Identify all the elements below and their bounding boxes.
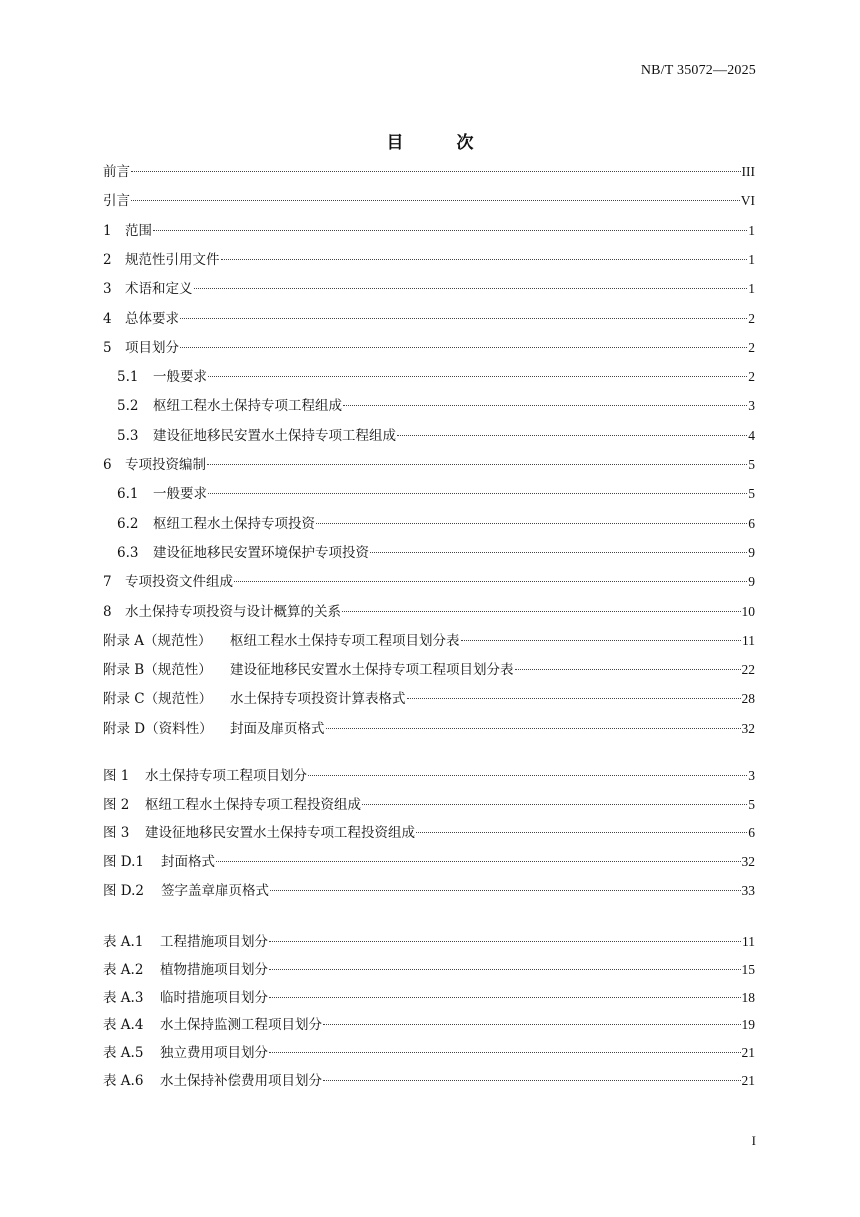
entry-page: 5 [748, 486, 755, 502]
dot-leader [180, 318, 747, 319]
entry-label: 建设征地移民安置环境保护专项投资 [153, 544, 369, 561]
entry-page: 19 [741, 1017, 755, 1033]
entry-page: 6 [748, 515, 755, 531]
dot-leader [308, 775, 747, 776]
entry-number: 图 3 [103, 825, 130, 842]
entry-page: 28 [741, 691, 755, 707]
entry-label: 独立费用项目划分 [160, 1045, 268, 1062]
dot-leader [362, 804, 747, 805]
entry-label: 工程措施项目划分 [160, 934, 268, 950]
entry-page: 2 [748, 310, 755, 326]
entry-label: 术语和定义 [125, 281, 193, 298]
entry-number: 3 [103, 281, 112, 298]
dot-leader [131, 171, 741, 172]
toc-entry[interactable] [103, 191, 755, 211]
entry-page: 11 [742, 934, 755, 949]
dot-leader [234, 581, 747, 582]
toc-entry[interactable] [103, 572, 755, 592]
entry-label: 枢纽工程水土保持专项投资 [153, 515, 315, 532]
toc-entry[interactable] [103, 719, 755, 739]
entry-label: 枢纽工程水土保持专项工程投资组成 [145, 796, 361, 813]
entry-label: 水土保持专项投资与设计概算的关系 [125, 603, 341, 620]
entry-label: 一般要求 [153, 486, 207, 503]
entry-number: 附录 B（规范性） [103, 662, 212, 679]
entry-number: 附录 A（规范性） [103, 632, 212, 649]
entry-number: 5 [103, 339, 112, 356]
entry-label: 建设征地移民安置水土保持专项工程项目划分表 [230, 662, 514, 679]
entry-page: 32 [741, 854, 755, 870]
entry-label: 枢纽工程水土保持专项工程项目划分表 [230, 632, 460, 649]
entry-page: 2 [748, 369, 755, 385]
page-title: 目 次 [386, 133, 492, 153]
entry-label: 一般要求 [153, 369, 207, 386]
entry-page: 1 [748, 222, 755, 238]
entry-label: 专项投资文件组成 [125, 574, 233, 591]
toc-entry[interactable] [103, 689, 755, 709]
entry-page: 9 [748, 544, 755, 560]
table-entry[interactable] [103, 988, 755, 1008]
entry-number: 6.1 [117, 486, 139, 503]
entry-number: 表 A.5 [103, 1045, 144, 1062]
toc-entry[interactable] [103, 162, 755, 182]
entry-number: 6.2 [117, 515, 139, 532]
dot-leader [326, 728, 741, 729]
entry-label: 前言 [103, 164, 130, 180]
entry-page: 33 [741, 882, 755, 898]
toc-entry[interactable] [117, 426, 755, 446]
table-entry[interactable] [103, 932, 755, 952]
entry-number: 附录 C（规范性） [103, 691, 213, 708]
entry-number: 表 A.6 [103, 1073, 144, 1089]
toc-entry[interactable] [117, 396, 755, 416]
dot-leader [269, 941, 741, 942]
entry-number: 表 A.1 [103, 934, 144, 950]
entry-label: 水土保持专项投资计算表格式 [230, 691, 406, 708]
dot-leader [208, 493, 747, 494]
toc-entry[interactable] [117, 367, 755, 387]
entry-label: 水土保持监测工程项目划分 [160, 1017, 322, 1034]
toc-entry[interactable] [103, 631, 755, 651]
entry-number: 6 [103, 457, 112, 473]
toc-entry[interactable] [103, 338, 755, 358]
entry-page: 6 [748, 825, 755, 841]
page-number: I [751, 1133, 756, 1148]
table-entry[interactable] [103, 1043, 755, 1063]
dot-leader [131, 200, 740, 201]
entry-page: 1 [748, 251, 755, 267]
figure-entry[interactable] [103, 795, 755, 815]
dot-leader [416, 832, 747, 833]
entry-page: 15 [741, 961, 755, 977]
dot-leader [221, 259, 748, 260]
dot-leader [316, 523, 747, 524]
entry-label: 项目划分 [125, 339, 179, 356]
dot-leader [216, 861, 741, 862]
dot-leader [323, 1080, 741, 1081]
entry-number: 7 [103, 574, 112, 591]
dot-leader [370, 552, 747, 553]
entry-label: 临时措施项目划分 [160, 989, 268, 1006]
table-entry[interactable] [103, 1071, 755, 1091]
entry-label: 范围 [125, 222, 152, 239]
dot-leader [207, 464, 747, 465]
entry-label: 封面及扉页格式 [230, 720, 325, 737]
figure-entry[interactable] [103, 766, 755, 786]
toc-entry[interactable] [117, 514, 755, 534]
entry-label: 封面格式 [161, 854, 215, 871]
dot-leader [180, 347, 747, 348]
figure-entry[interactable] [103, 823, 755, 843]
entry-page: 18 [741, 989, 755, 1005]
toc-entry[interactable] [103, 250, 755, 270]
entry-label: 引言 [103, 193, 130, 210]
dot-leader [269, 997, 741, 998]
entry-page: 3 [748, 398, 755, 414]
entry-page: III [741, 164, 755, 179]
dot-leader [194, 288, 748, 289]
entry-number: 8 [103, 603, 112, 620]
entry-number: 表 A.3 [103, 989, 144, 1006]
entry-page: 5 [748, 796, 755, 812]
entry-number: 2 [103, 251, 112, 268]
entry-page: 22 [741, 662, 755, 678]
toc-entry[interactable] [117, 484, 755, 504]
entry-label: 签字盖章扉页格式 [161, 882, 269, 899]
entry-page: 21 [741, 1045, 755, 1061]
entry-number: 4 [103, 310, 112, 327]
dot-leader [269, 1052, 741, 1053]
figure-entry[interactable] [103, 852, 755, 872]
entry-number: 5.3 [117, 427, 139, 444]
entry-label: 专项投资编制 [125, 457, 206, 473]
dot-leader [407, 698, 741, 699]
entry-number: 附录 D（资料性） [103, 720, 213, 737]
toc-entry[interactable] [103, 221, 755, 241]
entry-label: 规范性引用文件 [125, 251, 220, 268]
standard-code: NB/T 35072—2025 [640, 63, 756, 78]
toc-entry[interactable] [103, 279, 755, 299]
entry-number: 5.2 [117, 398, 139, 415]
entry-label: 水土保持专项工程项目划分 [145, 768, 307, 784]
entry-page: 21 [741, 1073, 755, 1088]
table-entry[interactable] [103, 960, 755, 980]
toc-entry[interactable] [103, 309, 755, 329]
entry-number: 图 1 [103, 768, 130, 784]
figure-entry[interactable] [103, 881, 755, 901]
dot-leader [515, 669, 741, 670]
dot-leader [397, 435, 747, 436]
entry-number: 图 D.2 [103, 882, 145, 899]
entry-page: 1 [748, 281, 755, 297]
entry-number: 6.3 [117, 544, 139, 561]
entry-page: 9 [748, 574, 755, 590]
entry-page: 11 [742, 632, 755, 648]
entry-number: 表 A.4 [103, 1017, 144, 1034]
toc-entry[interactable] [103, 455, 755, 475]
dot-leader [343, 405, 747, 406]
entry-number: 5.1 [117, 369, 139, 386]
entry-page: VI [740, 193, 755, 209]
table-entry[interactable] [103, 1015, 755, 1035]
entry-page: 32 [741, 720, 755, 736]
dot-leader [269, 969, 741, 970]
entry-page: 2 [748, 339, 755, 355]
entry-page: 4 [748, 427, 755, 443]
entry-label: 水土保持补偿费用项目划分 [160, 1073, 322, 1089]
entry-number: 1 [103, 222, 112, 239]
entry-label: 建设征地移民安置水土保持专项工程组成 [153, 427, 396, 444]
entry-number: 表 A.2 [103, 961, 144, 978]
entry-label: 枢纽工程水土保持专项工程组成 [153, 398, 342, 415]
entry-number: 图 D.1 [103, 854, 145, 871]
dot-leader [323, 1024, 741, 1025]
entry-page: 5 [748, 457, 755, 472]
dot-leader [342, 611, 741, 612]
toc-entry[interactable] [117, 543, 755, 563]
entry-label: 建设征地移民安置水土保持专项工程投资组成 [145, 825, 415, 842]
toc-entry[interactable] [103, 660, 755, 680]
entry-page: 10 [741, 603, 755, 619]
dot-leader [153, 230, 747, 231]
toc-entry[interactable] [103, 602, 755, 622]
dot-leader [208, 376, 747, 377]
dot-leader [461, 640, 742, 641]
entry-number: 图 2 [103, 796, 130, 813]
entry-label: 植物措施项目划分 [160, 961, 268, 978]
entry-page: 3 [748, 768, 755, 783]
dot-leader [270, 890, 741, 891]
entry-label: 总体要求 [125, 310, 179, 327]
